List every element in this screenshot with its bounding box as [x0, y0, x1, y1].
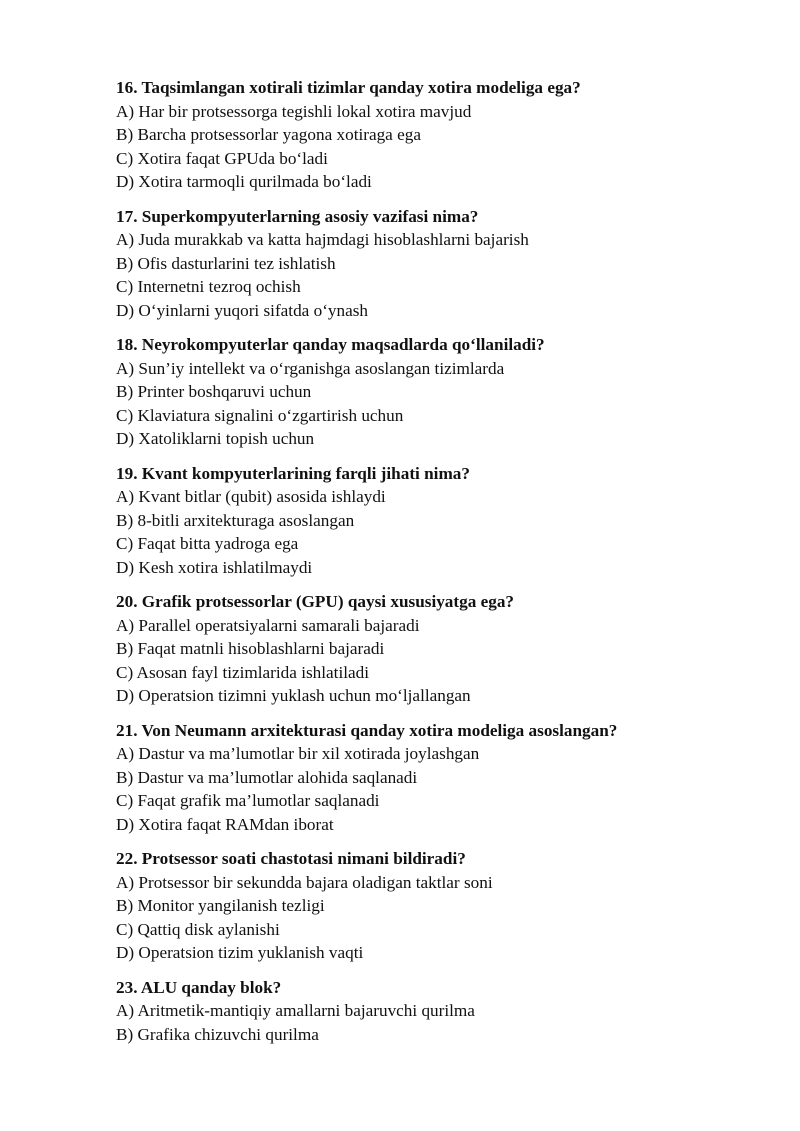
answer-option-a: A) Dastur va ma’lumotlar bir xil xotirada joylashgan — [116, 744, 480, 763]
question-title: 19. Kvant kompyuterlarining farqli jihati nima? — [116, 463, 470, 483]
answer-option-d: D) Xotira tarmoqli qurilmada bo‘ladi — [116, 172, 372, 191]
answer-option-b: B) Barcha protsessorlar yagona xotiraga ega — [116, 125, 421, 144]
answer-option-c: C) Klaviatura signalini o‘zgartirish uchun — [116, 405, 404, 425]
answer-option-c: C) Asosan fayl tizimlarida ishlatiladi — [116, 662, 369, 682]
answer-option-b: B) Faqat matnli hisoblashlarni bajaradi — [116, 639, 385, 658]
answer-option-d: D) Kesh xotira ishlatilmaydi — [116, 557, 313, 577]
answer-option-c: C) Internetni tezroq ochish — [116, 277, 301, 296]
question-title: 22. Protsessor soati chastotasi nimani bildiradi? — [116, 849, 466, 868]
answer-option-b: B) Monitor yangilanish tezligi — [116, 896, 325, 915]
question-18 — [116, 333, 756, 451]
answer-option-a: A) Sun’iy intellekt va o‘rganishga asoslangan tizimlarda — [116, 358, 505, 378]
question-title: 21. Von Neumann arxitekturasi qanday xotira modeliga asoslangan? — [116, 720, 618, 740]
answer-option-d: D) Operatsion tizimni yuklash uchun mo‘ljallangan — [116, 686, 471, 705]
question-title: 17. Superkompyuterlarning asosiy vazifasi nima? — [116, 206, 479, 226]
answer-option-b: B) Printer boshqaruvi uchun — [116, 382, 312, 401]
question-title: 23. ALU qanday blok? — [116, 977, 282, 997]
answer-option-b: B) 8-bitli arxitekturaga asoslangan — [116, 510, 355, 530]
answer-option-b: B) Ofis dasturlarini tez ishlatish — [116, 253, 336, 273]
answer-option-d: D) Xatoliklarni topish uchun — [116, 429, 315, 448]
answer-option-d: D) O‘yinlarni yuqori sifatda o‘ynash — [116, 300, 369, 320]
answer-option-c: C) Faqat grafik ma’lumotlar saqlanadi — [116, 791, 380, 810]
answer-option-b: B) Dastur va ma’lumotlar alohida saqlanadi — [116, 767, 418, 787]
question-title: 16. Taqsimlangan xotirali tizimlar qanday xotira modeliga ega? — [116, 78, 581, 97]
answer-option-a: A) Parallel operatsiyalarni samarali bajaradi — [116, 615, 420, 635]
answer-option-d: D) Operatsion tizim yuklanish vaqti — [116, 943, 364, 962]
question-21 — [116, 719, 756, 837]
question-title: 18. Neyrokompyuterlar qanday maqsadlarda qo‘llaniladi? — [116, 335, 545, 354]
answer-option-c: C) Qattiq disk aylanishi — [116, 919, 280, 939]
question-22 — [116, 847, 756, 965]
answer-option-b: B) Grafika chizuvchi qurilma — [116, 1024, 319, 1044]
question-17 — [116, 205, 756, 323]
answer-option-a: A) Har bir protsessorga tegishli lokal xotira mavjud — [116, 101, 472, 121]
answer-option-c: C) Faqat bitta yadroga ega — [116, 534, 299, 553]
answer-option-a: A) Aritmetik-mantiqiy amallarni bajaruvchi qurilma — [116, 1001, 475, 1020]
answer-option-c: C) Xotira faqat GPUda bo‘ladi — [116, 148, 328, 168]
answer-option-d: D) Xotira faqat RAMdan iborat — [116, 814, 334, 834]
answer-option-a: A) Protsessor bir sekundda bajara oladigan taktlar soni — [116, 872, 493, 892]
document-page — [116, 76, 756, 1057]
question-20 — [116, 590, 756, 708]
answer-option-a: A) Kvant bitlar (qubit) asosida ishlaydi — [116, 487, 386, 506]
question-title: 20. Grafik protsessorlar (GPU) qaysi xususiyatga ega? — [116, 592, 515, 611]
answer-option-a: A) Juda murakkab va katta hajmdagi hisoblashlarni bajarish — [116, 230, 529, 249]
question-23 — [116, 976, 756, 1047]
question-16 — [116, 76, 756, 194]
question-19 — [116, 462, 756, 580]
